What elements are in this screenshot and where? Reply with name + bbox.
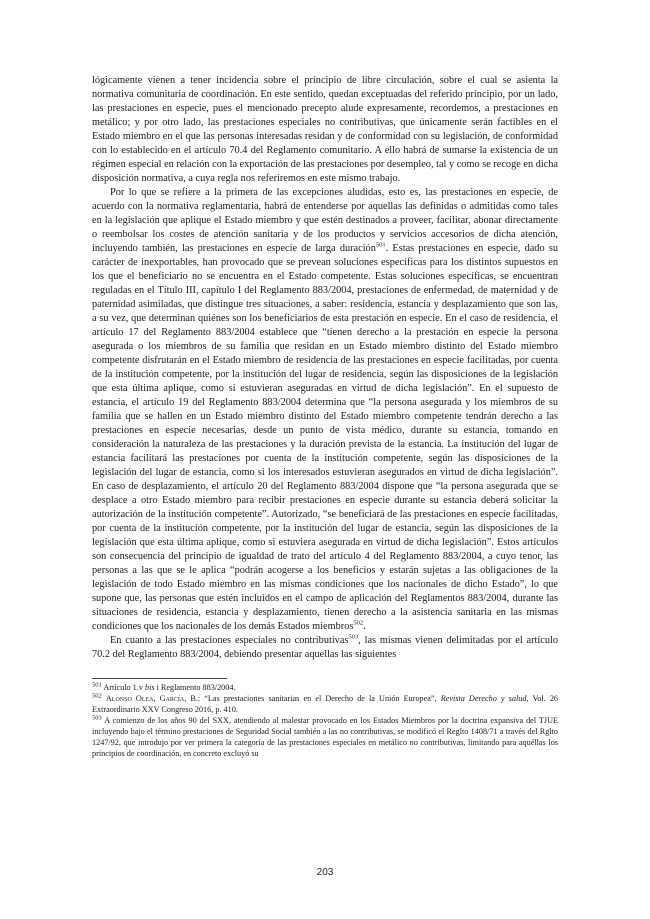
text-run: Por lo que se refiere a la primera de las excepciones aludidas, esto es, las prestaciones en especie, de acuerdo con la normativa reglamentaria, habrá de entenderse por aquellas las definidas o admitidas como tales en la legislación que aplique el Estado miembro y que estén destinados a proveer, facilitar, abonar directamente o reembolsar los costes de atención sanitaria y de los productos y servicios accesorios de dicha atención, incluyendo también, las prestaciones en especie de larga duración (92, 187, 558, 254)
footnotes (92, 682, 558, 759)
italic-text: bis (144, 683, 155, 692)
footnote-number: 501 (92, 681, 102, 689)
footnote (92, 693, 558, 715)
page-number: 203 (316, 867, 334, 878)
footnote-ref: 502 (353, 619, 364, 627)
text-run: , las mismas vienen delimitadas por el artículo 70.2 del Reglamento 883/2004, debiendo presentar aquellas las siguientes (92, 635, 558, 660)
italic-text: Revista Derecho y salud (440, 694, 527, 703)
paragraph (92, 74, 558, 186)
document-page (92, 74, 558, 759)
text-run: En cuanto a las prestaciones especiales no contributivas (110, 635, 349, 646)
body-text (92, 74, 558, 662)
footnote (92, 682, 558, 693)
footnote-ref: 501 (375, 241, 386, 249)
text-run: . (363, 621, 366, 632)
paragraph (92, 186, 558, 634)
text-run: : “Las prestaciones sanitarias en el Derecho de la Unión Europea”, (197, 694, 441, 703)
footnote-separator (92, 678, 227, 679)
text-run: A comienzo de los años 90 del SXX, atendiendo al malestar provocado en los Estados Miembros por la doctrina expansiva del TJUE incluyendo bajo el término prestaciones de Seguridad Social también a las no contributivas, se modificó el Reglto 1408/71 a través del Rglto 1247/92, que introdujo por ver primera la categoría de las prestaciones especiales en metálico no contributivas, limitando para aquéllas los principios de coordinación, en concreto excluyó su (92, 716, 558, 758)
text-run: , Vol. 26 Extraordinario XXV Congreso 2016, p. 410. (92, 694, 559, 714)
footnote-number: 503 (92, 714, 102, 722)
text-run: Artículo 1.v (101, 683, 145, 692)
author-name: Alonso Olea, García, B. (105, 694, 198, 703)
text-run: . Estas prestaciones en especie, dado su carácter de inexportables, han provocado que se prevean soluciones específicas para los distintos supuestos en los que el beneficiario no se encuentra en el Estado competente. Estas soluciones específicas, se encuentran reguladas en el Título III, capítulo I del Reglamento 883/2004, prestaciones de enfermedad, de maternidad y de paternidad asimiladas, que distingue tres situaciones, a saber: residencia, estancia y desplazamiento que son las, a su vez, que determinan quiénes son los beneficiarios de esta prestación en especie. En el caso de residencia, el artículo 17 del Reglamento 883/2004 establece que “tienen derecho a la prestación en especie la persona asegurada o los miembros de su familia que residan en un Estado miembro distinto del Estado miembro competente disfrutarán en el Estado miembro de residencia de las prestaciones en especie facilitadas, por cuenta de la institución competente, por la institución del lugar de residencia, según las disposiciones de la legislación que esta última aplique, como si estuvieran aseguradas en virtud de dicha legislación”. En el supuesto de estancia, el artículo 19 del Reglamento 883/2004 determina que “la persona asegurada y los miembros de su familia que se hallen en un Estado miembro distinto del Estado miembro competente tendrán derecho a las prestaciones en especie necesarias, desde un punto de vista médico, durante su estancia, tomando en consideración la naturaleza de las prestaciones y la duración prevista de la estancia. La institución del lugar de estancia facilitará las prestaciones por cuenta de la institución competente, según las disposiciones de la legislación del lugar de estancia, como si los interesados estuvieran asegurados en virtud de dicha legislación”. En caso de desplazamiento, el artículo 20 del Reglamento 883/2004 dispone que “la persona asegurada que se desplace a otro Estado miembro para recibir prestaciones en especie durante su estancia deberá solicitar la autorización de la institución competente”. Autorizado, “se beneficiará de las prestaciones en especie facilitadas, por cuenta de la institución competente, por la institución del lugar de estancia, según las disposiciones de la legislación que esta última aplique, como si estuviera asegurada en virtud de dicha legislación”. Estos artículos son consecuencia del principio de igualdad de trato del artículo 4 del Reglamento 883/2004, a cuyo tenor, las personas a las que se le aplica “podrán acogerse a los beneficios y estarán sujetas a las obligaciones de la legislación de todo Estado miembro en las mismas condiciones que los nacionales de dicho Estado”, lo que supone que, las personas que estén incluidos en el campo de aplicación del Reglamentos 883/2004, durante las situaciones de residencia, estancia y desplazamiento, tienen derecho a la asistencia sanitaria en las mismas condiciones que los nacionales de los demás Estados miembros (92, 243, 558, 632)
text-run: lógicamente vienen a tener incidencia sobre el principio de libre circulación, sobre el cual se asienta la normativa comunitaria de coordinación. En este sentido, quedan exceptuadas del referido principio, por un lado, las prestaciones en especie, pues el mencionado precepto alude expresamente, recordemos, a prestaciones en metálico; y por otro lado, las prestaciones especiales no contributivas, que únicamente serán factibles en el Estado miembro en el que las personas interesadas residan y de conformidad con su legislación, de conformidad con lo establecido en el artículo 70.4 del Reglamento comunitario. A ello habrá de sumarse la existencia de un régimen especial en relación con la exportación de las prestaciones por desempleo, tal y como se recoge en dicha disposición normativa, a cuya regla nos referiremos en este mismo trabajo. (92, 75, 558, 184)
footnote-number: 502 (92, 692, 102, 700)
footnote (92, 715, 558, 759)
text-run: i Reglamento 883/2004. (154, 683, 236, 692)
paragraph (92, 634, 558, 662)
footnote-ref: 503 (348, 633, 359, 641)
